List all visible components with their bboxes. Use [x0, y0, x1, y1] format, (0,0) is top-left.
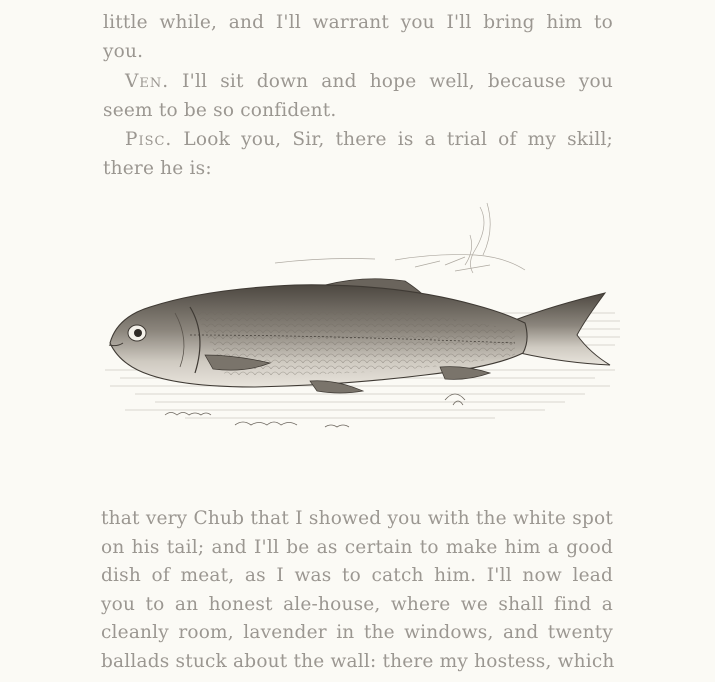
text-line: you.	[103, 41, 144, 62]
speaker-ven: Ven.	[125, 71, 170, 92]
cropped-text-line	[103, 0, 613, 9]
speaker-pisc: Pisc.	[125, 129, 173, 150]
reeds-sketch	[275, 203, 525, 273]
dialogue-ven	[125, 71, 613, 92]
text-line: you to an honest ale-house, where we shall find a	[101, 594, 613, 615]
text-line: that very Chub that I showed you with the white spot	[101, 508, 613, 529]
text-line: there he is:	[103, 158, 212, 179]
pebbles	[165, 394, 465, 427]
fish-illustration	[95, 195, 630, 455]
text-line: dish of meat, as I was to catch him. I'll now lead	[101, 565, 613, 586]
text-line: on his tail; and I'll be as certain to make him a good	[101, 537, 613, 558]
fish-anal-fin	[440, 367, 490, 380]
dialogue-pisc	[125, 129, 613, 150]
text-line: cleanly room, lavender in the windows, and twenty	[101, 622, 613, 643]
text-line: Look you, Sir, there is a trial of my skill;	[183, 129, 613, 150]
text-line: ballads stuck about the wall: there my hostess, which	[101, 651, 615, 672]
text-line: seem to be so confident.	[103, 100, 337, 121]
text-line: I'll sit down and hope well, because you	[182, 71, 613, 92]
text-line: little while, and I'll warrant you I'll bring him to	[103, 12, 613, 33]
